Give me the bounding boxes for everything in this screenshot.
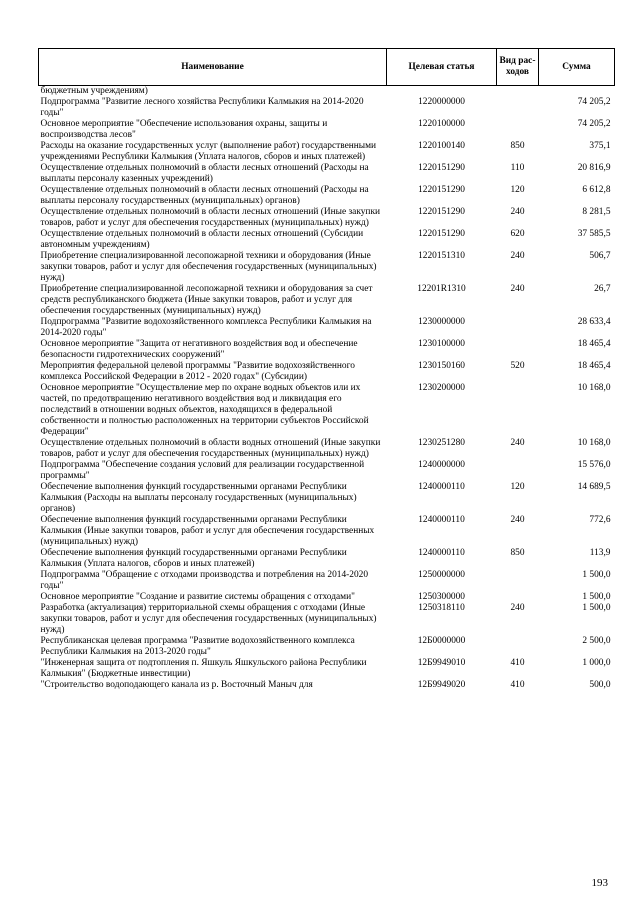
row-code: 1230100000 xyxy=(418,339,465,349)
table-row xyxy=(39,163,615,185)
row-sum: 37 585,5 xyxy=(577,229,611,239)
row-code: 1230000000 xyxy=(418,317,465,327)
row-code: 12Б0000000 xyxy=(417,636,466,646)
row-sum: 18 465,4 xyxy=(577,339,611,349)
table-row xyxy=(39,383,615,438)
row-name: Основное мероприятие "Осуществление мер по охране водных объектов или их частей, по предотвращению негативного воздействия вод и ликвидация его последствий в отношении водных объектов, находящихся в федеральной собственности и полностью расположенных на территории субъектов Российской Федерации" xyxy=(40,383,369,437)
row-sum: 772,6 xyxy=(589,515,611,525)
row-code: 1220151290 xyxy=(418,229,465,239)
row-kind: 410 xyxy=(510,658,525,668)
row-name: Республиканская целевая программа "Развитие водохозяйственного комплекса Республики Калмыкия на 2013-2020 годы" xyxy=(40,636,355,657)
row-kind xyxy=(497,339,539,361)
row-sum: 1 500,0 xyxy=(582,592,611,602)
row-code: 1220100140 xyxy=(418,141,465,151)
row-code: 1240000110 xyxy=(418,548,465,558)
row-kind xyxy=(497,592,539,603)
row-name: "Строительство водоподающего канала из р. Восточный Маныч для xyxy=(40,680,313,690)
table-row xyxy=(39,548,615,570)
table-row xyxy=(39,438,615,460)
row-kind: 850 xyxy=(510,548,525,558)
row-name: Разработка (актуализация) территориальной схемы обращения с отходами (Иные закупки товаров, работ и услуг для обеспечения государственных (муниципальных) нужд) xyxy=(40,603,377,635)
row-sum: 10 168,0 xyxy=(577,383,611,393)
table-row xyxy=(39,592,615,603)
row-name: Подпрограмма "Обеспечение создания условий для реализации государственной программы" xyxy=(40,460,365,481)
table-row xyxy=(39,86,615,98)
row-kind xyxy=(497,317,539,339)
table-row xyxy=(39,482,615,515)
table-row xyxy=(39,658,615,680)
table-row xyxy=(39,97,615,119)
row-kind xyxy=(497,570,539,592)
row-kind xyxy=(497,636,539,658)
row-sum: 18 465,4 xyxy=(577,361,611,371)
table-row xyxy=(39,515,615,548)
row-name: Обеспечение выполнения функций государственными органами Республики Калмыкия (Уплата налогов, сборов и иных платежей) xyxy=(40,548,347,569)
row-kind: 240 xyxy=(510,251,525,261)
header-sum: Сумма xyxy=(539,49,615,86)
row-name: Осуществление отдельных полномочий в области лесных отношений (Субсидии автономным учреждениям) xyxy=(40,229,364,250)
row-kind xyxy=(497,383,539,438)
row-name: Обеспечение выполнения функций государственными органами Республики Калмыкия (Иные закупки товаров, работ и услуг для обеспечения государственных (муниципальных) нужд) xyxy=(40,515,375,547)
row-sum: 14 689,5 xyxy=(577,482,611,492)
row-kind: 120 xyxy=(510,185,525,195)
table-header-row xyxy=(39,49,615,86)
table-row xyxy=(39,636,615,658)
row-code: 12Б9949020 xyxy=(417,680,466,690)
table-row xyxy=(39,680,615,691)
header-kind: Вид рас-ходов xyxy=(497,49,539,86)
row-sum: 2 500,0 xyxy=(582,636,611,646)
row-kind xyxy=(497,460,539,482)
row-name: Подпрограмма "Развитие водохозяйственного комплекса Республики Калмыкия на 2014-2020 годы" xyxy=(40,317,372,338)
row-code: 1230150160 xyxy=(418,361,465,371)
row-code: 1220151290 xyxy=(418,163,465,173)
row-sum: 28 633,4 xyxy=(577,317,611,327)
row-kind: 240 xyxy=(510,284,525,294)
table-body xyxy=(39,86,615,692)
table-row xyxy=(39,603,615,636)
row-name: Подпрограмма "Развитие лесного хозяйства Республики Калмыкия на 2014-2020 годы" xyxy=(40,97,364,118)
row-code: 1250318110 xyxy=(418,603,465,613)
row-sum: 6 612,8 xyxy=(582,185,611,195)
row-kind xyxy=(497,86,539,98)
row-sum: 10 168,0 xyxy=(577,438,611,448)
row-sum: 15 576,0 xyxy=(577,460,611,470)
row-code: 1220151290 xyxy=(418,207,465,217)
row-kind: 850 xyxy=(510,141,525,151)
row-name: Приобретение специализированной лесопожарной техники и оборудования (Иные закупки товаров, работ и услуг для обеспечения государственных (муниципальных) нужд) xyxy=(40,251,377,283)
row-sum: 74 205,2 xyxy=(577,119,611,129)
row-code: 1250300000 xyxy=(418,592,465,602)
row-kind: 240 xyxy=(510,207,525,217)
row-sum: 74 205,2 xyxy=(577,97,611,107)
row-sum xyxy=(539,86,615,98)
row-kind: 240 xyxy=(510,603,525,613)
row-kind: 410 xyxy=(510,680,525,690)
row-code: 1240000000 xyxy=(418,460,465,470)
budget-table xyxy=(38,48,615,691)
row-kind: 240 xyxy=(510,438,525,448)
row-code: 1220151290 xyxy=(418,185,465,195)
table-row xyxy=(39,119,615,141)
table-row xyxy=(39,570,615,592)
row-code: 1250000000 xyxy=(418,570,465,580)
row-name: бюджетным учреждениям) xyxy=(40,86,148,96)
table-row xyxy=(39,185,615,207)
row-name: Основное мероприятие "Создание и развитие системы обращения с отходами" xyxy=(40,592,355,602)
row-code xyxy=(387,86,497,98)
row-name: Осуществление отдельных полномочий в области лесных отношений (Расходы на выплаты персоналу казенных учреждений) xyxy=(40,163,369,184)
table-row xyxy=(39,251,615,284)
row-code: 1230200000 xyxy=(418,383,465,393)
row-sum: 8 281,5 xyxy=(582,207,611,217)
table-row xyxy=(39,361,615,383)
row-code: 1240000110 xyxy=(418,515,465,525)
row-name: Обеспечение выполнения функций государственными органами Республики Калмыкия (Расходы на выплаты персоналу государственных (муниципальных) органов) xyxy=(40,482,357,514)
table-row xyxy=(39,229,615,251)
header-code: Целевая статья xyxy=(387,49,497,86)
row-sum: 1 500,0 xyxy=(582,570,611,580)
table-row xyxy=(39,207,615,229)
row-kind: 240 xyxy=(510,515,525,525)
row-name: Приобретение специализированной лесопожарной техники и оборудования за счет средств республиканского бюджета (Иные закупки товаров, работ и услуг для обеспечения государственных (муниципальных) нужд) xyxy=(40,284,373,316)
row-sum: 113,9 xyxy=(589,548,611,558)
row-code: 1240000110 xyxy=(418,482,465,492)
table-row xyxy=(39,317,615,339)
header-name: Наименование xyxy=(39,49,387,86)
row-name: Осуществление отдельных полномочий в области лесных отношений (Иные закупки товаров, работ и услуг для обеспечения государственных (муниципальных) нужд) xyxy=(40,207,381,228)
table-row xyxy=(39,339,615,361)
row-kind: 620 xyxy=(510,229,525,239)
row-name: Основное мероприятие "Обеспечение использования охраны, защиты и воспроизводства лесов" xyxy=(40,119,328,140)
table-row xyxy=(39,141,615,163)
row-kind: 520 xyxy=(510,361,525,371)
row-name: "Инженерная защита от подтопления п. Яшкуль Яшкульского района Республики Калмыкия" (Бюджетные инвестиции) xyxy=(40,658,367,679)
row-sum: 506,7 xyxy=(589,251,611,261)
row-sum: 20 816,9 xyxy=(577,163,611,173)
row-sum: 375,1 xyxy=(589,141,611,151)
table-row xyxy=(39,284,615,317)
row-code: 1220151310 xyxy=(418,251,465,261)
row-kind xyxy=(497,119,539,141)
row-code: 1220000000 xyxy=(418,97,465,107)
row-code: 12Б9949010 xyxy=(417,658,466,668)
row-kind: 120 xyxy=(510,482,525,492)
row-name: Расходы на оказание государственных услуг (выполнение работ) государственными учреждениями Республики Калмыкия (Уплата налогов, сборов и иных платежей) xyxy=(40,141,377,162)
row-kind xyxy=(497,97,539,119)
row-name: Осуществление отдельных полномочий в области водных отношений (Иные закупки товаров, работ и услуг для обеспечения государственных (муниципальных) нужд) xyxy=(40,438,381,459)
row-code: 1220100000 xyxy=(418,119,465,129)
row-kind: 110 xyxy=(510,163,525,173)
row-name: Основное мероприятие "Защита от негативного воздействия вод и обеспечение безопасности гидротехнических сооружений" xyxy=(40,339,358,360)
row-sum: 1 000,0 xyxy=(582,658,611,668)
row-sum: 26,7 xyxy=(594,284,611,294)
row-code: 1230251280 xyxy=(418,438,465,448)
row-name: Подпрограмма "Обращение с отходами производства и потребления на 2014-2020 годы" xyxy=(40,570,369,591)
row-name: Мероприятия федеральной целевой программы "Развитие водохозяйственного комплекса Российской Федерации в 2012 - 2020 годах" (Субсидии) xyxy=(40,361,355,382)
table-row xyxy=(39,460,615,482)
row-code: 12201R1310 xyxy=(417,284,466,294)
page-number: 193 xyxy=(591,877,608,889)
row-sum: 1 500,0 xyxy=(582,603,611,613)
row-name: Осуществление отдельных полномочий в области лесных отношений (Расходы на выплаты персоналу государственных (муниципальных) органов) xyxy=(40,185,369,206)
row-sum: 500,0 xyxy=(589,680,611,690)
